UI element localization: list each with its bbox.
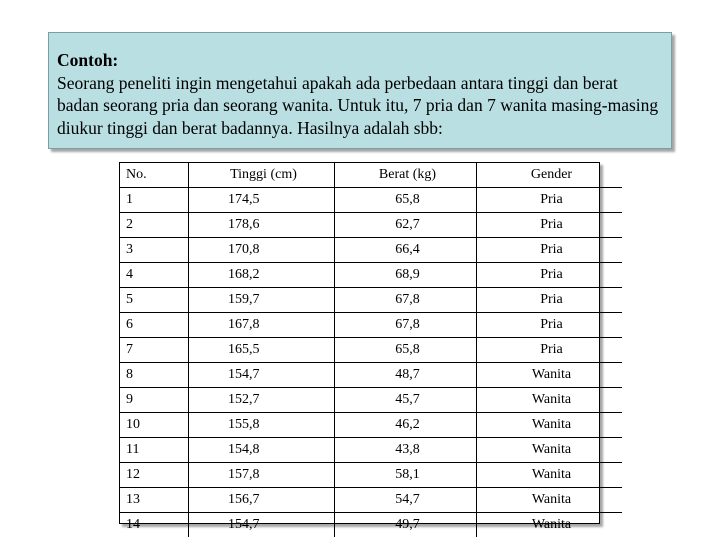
cell-gender: Wanita [477,463,623,488]
cell-berat: 67,8 [335,313,477,338]
table-row [120,363,622,388]
cell-gender: Wanita [477,438,623,463]
cell-no: 11 [120,438,189,463]
cell-no: 9 [120,388,189,413]
cell-no: 5 [120,288,189,313]
cell-gender: Pria [477,188,623,213]
table-row [120,488,622,513]
cell-no: 3 [120,238,189,263]
cell-gender: Wanita [477,363,623,388]
table-row [120,238,622,263]
table-row [120,388,622,413]
cell-gender: Pria [477,338,623,363]
cell-no: 8 [120,363,189,388]
cell-gender: Pria [477,238,623,263]
cell-no: 2 [120,213,189,238]
cell-no: 6 [120,313,189,338]
cell-no: 12 [120,463,189,488]
table-header-row [120,163,622,188]
cell-berat: 49,7 [335,513,477,538]
header-tinggi: Tinggi (cm) [189,163,335,188]
cell-gender: Pria [477,213,623,238]
header-gender: Gender [477,163,623,188]
example-intro-box [48,32,672,149]
cell-gender: Pria [477,288,623,313]
cell-no: 4 [120,263,189,288]
cell-tinggi: 178,6 [189,213,335,238]
cell-tinggi: 174,5 [189,188,335,213]
cell-tinggi: 157,8 [189,463,335,488]
table-row [120,288,622,313]
cell-no: 13 [120,488,189,513]
cell-berat: 48,7 [335,363,477,388]
cell-tinggi: 154,7 [189,363,335,388]
cell-tinggi: 165,5 [189,338,335,363]
data-table-container [119,162,600,532]
cell-gender: Wanita [477,488,623,513]
table-row [120,438,622,463]
cell-berat: 58,1 [335,463,477,488]
cell-gender: Pria [477,263,623,288]
table-row [120,413,622,438]
cell-berat: 68,9 [335,263,477,288]
cell-no: 7 [120,338,189,363]
table-row [120,513,622,538]
cell-no: 14 [120,513,189,538]
cell-berat: 62,7 [335,213,477,238]
table-row [120,313,622,338]
data-table [120,163,622,537]
cell-berat: 54,7 [335,488,477,513]
cell-tinggi: 168,2 [189,263,335,288]
table-body [120,188,622,538]
cell-gender: Wanita [477,413,623,438]
table-row [120,213,622,238]
cell-berat: 67,8 [335,288,477,313]
cell-no: 10 [120,413,189,438]
cell-berat: 43,8 [335,438,477,463]
cell-tinggi: 155,8 [189,413,335,438]
intro-title: Contoh: [57,50,119,70]
cell-no: 1 [120,188,189,213]
cell-berat: 45,7 [335,388,477,413]
table-row [120,188,622,213]
cell-gender: Wanita [477,513,623,538]
cell-tinggi: 170,8 [189,238,335,263]
table-row [120,463,622,488]
header-berat: Berat (kg) [335,163,477,188]
table-row [120,338,622,363]
cell-gender: Pria [477,313,623,338]
cell-berat: 66,4 [335,238,477,263]
cell-berat: 65,8 [335,188,477,213]
table-row [120,263,622,288]
cell-tinggi: 156,7 [189,488,335,513]
header-no: No. [120,163,189,188]
intro-text: Seorang peneliti ingin mengetahui apakah ada perbedaan antara tinggi dan berat badan seorang pria dan seorang wanita. Untuk itu, 7 pria dan 7 wanita masing-masing diukur tinggi dan berat badannya. Hasilnya adalah sbb: [57,72,659,138]
cell-berat: 65,8 [335,338,477,363]
cell-tinggi: 167,8 [189,313,335,338]
cell-tinggi: 159,7 [189,288,335,313]
cell-tinggi: 154,8 [189,438,335,463]
cell-tinggi: 154,7 [189,513,335,538]
cell-berat: 46,2 [335,413,477,438]
cell-gender: Wanita [477,388,623,413]
cell-tinggi: 152,7 [189,388,335,413]
